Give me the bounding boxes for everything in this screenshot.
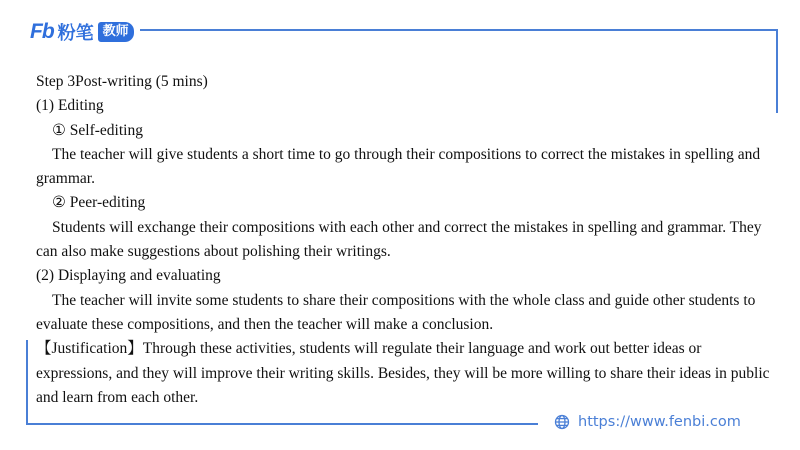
fenbi-teacher-logo [30,20,140,44]
logo-mark: Fb [30,20,54,43]
frame-left-line [26,340,28,424]
logo-brand: 粉笔 [57,23,94,44]
website-link[interactable] [554,410,741,434]
frame-right-line [776,29,778,113]
logo-badge: 教师 [98,22,134,42]
self-editing-title: ① Self-editing [52,121,143,139]
section-displaying-title: (2) Displaying and evaluating [36,267,221,285]
globe-icon [554,414,570,430]
justification-text: 【Justification】Through these activities, students will regulate their language and work out better ideas or expressions, and they will improve their writing skills. Besides, they will be more willing to share their ideas in public and learn from each other. [36,340,770,406]
frame-top-line [30,29,778,31]
peer-editing-title: ② Peer-editing [52,194,146,212]
website-url[interactable]: https://www.fenbi.com [578,414,741,430]
peer-editing-text: Students will exchange their compositions with each other and correct the mistakes in spelling and grammar. They can also make suggestions about polishing their writings. [36,218,762,261]
frame-bottom-line [26,423,538,425]
section-editing-title: (1) Editing [36,97,104,115]
step-title: Step 3Post-writing (5 mins) [36,73,208,90]
displaying-text: The teacher will invite some students to share their compositions with the whole class and guide other students to evaluate these compositions, and then the teacher will make a conclusion. [36,291,756,333]
document-body [36,70,776,410]
self-editing-text: The teacher will give students a short time to go through their compositions to correct the mistakes in spelling and grammar. [36,145,761,188]
